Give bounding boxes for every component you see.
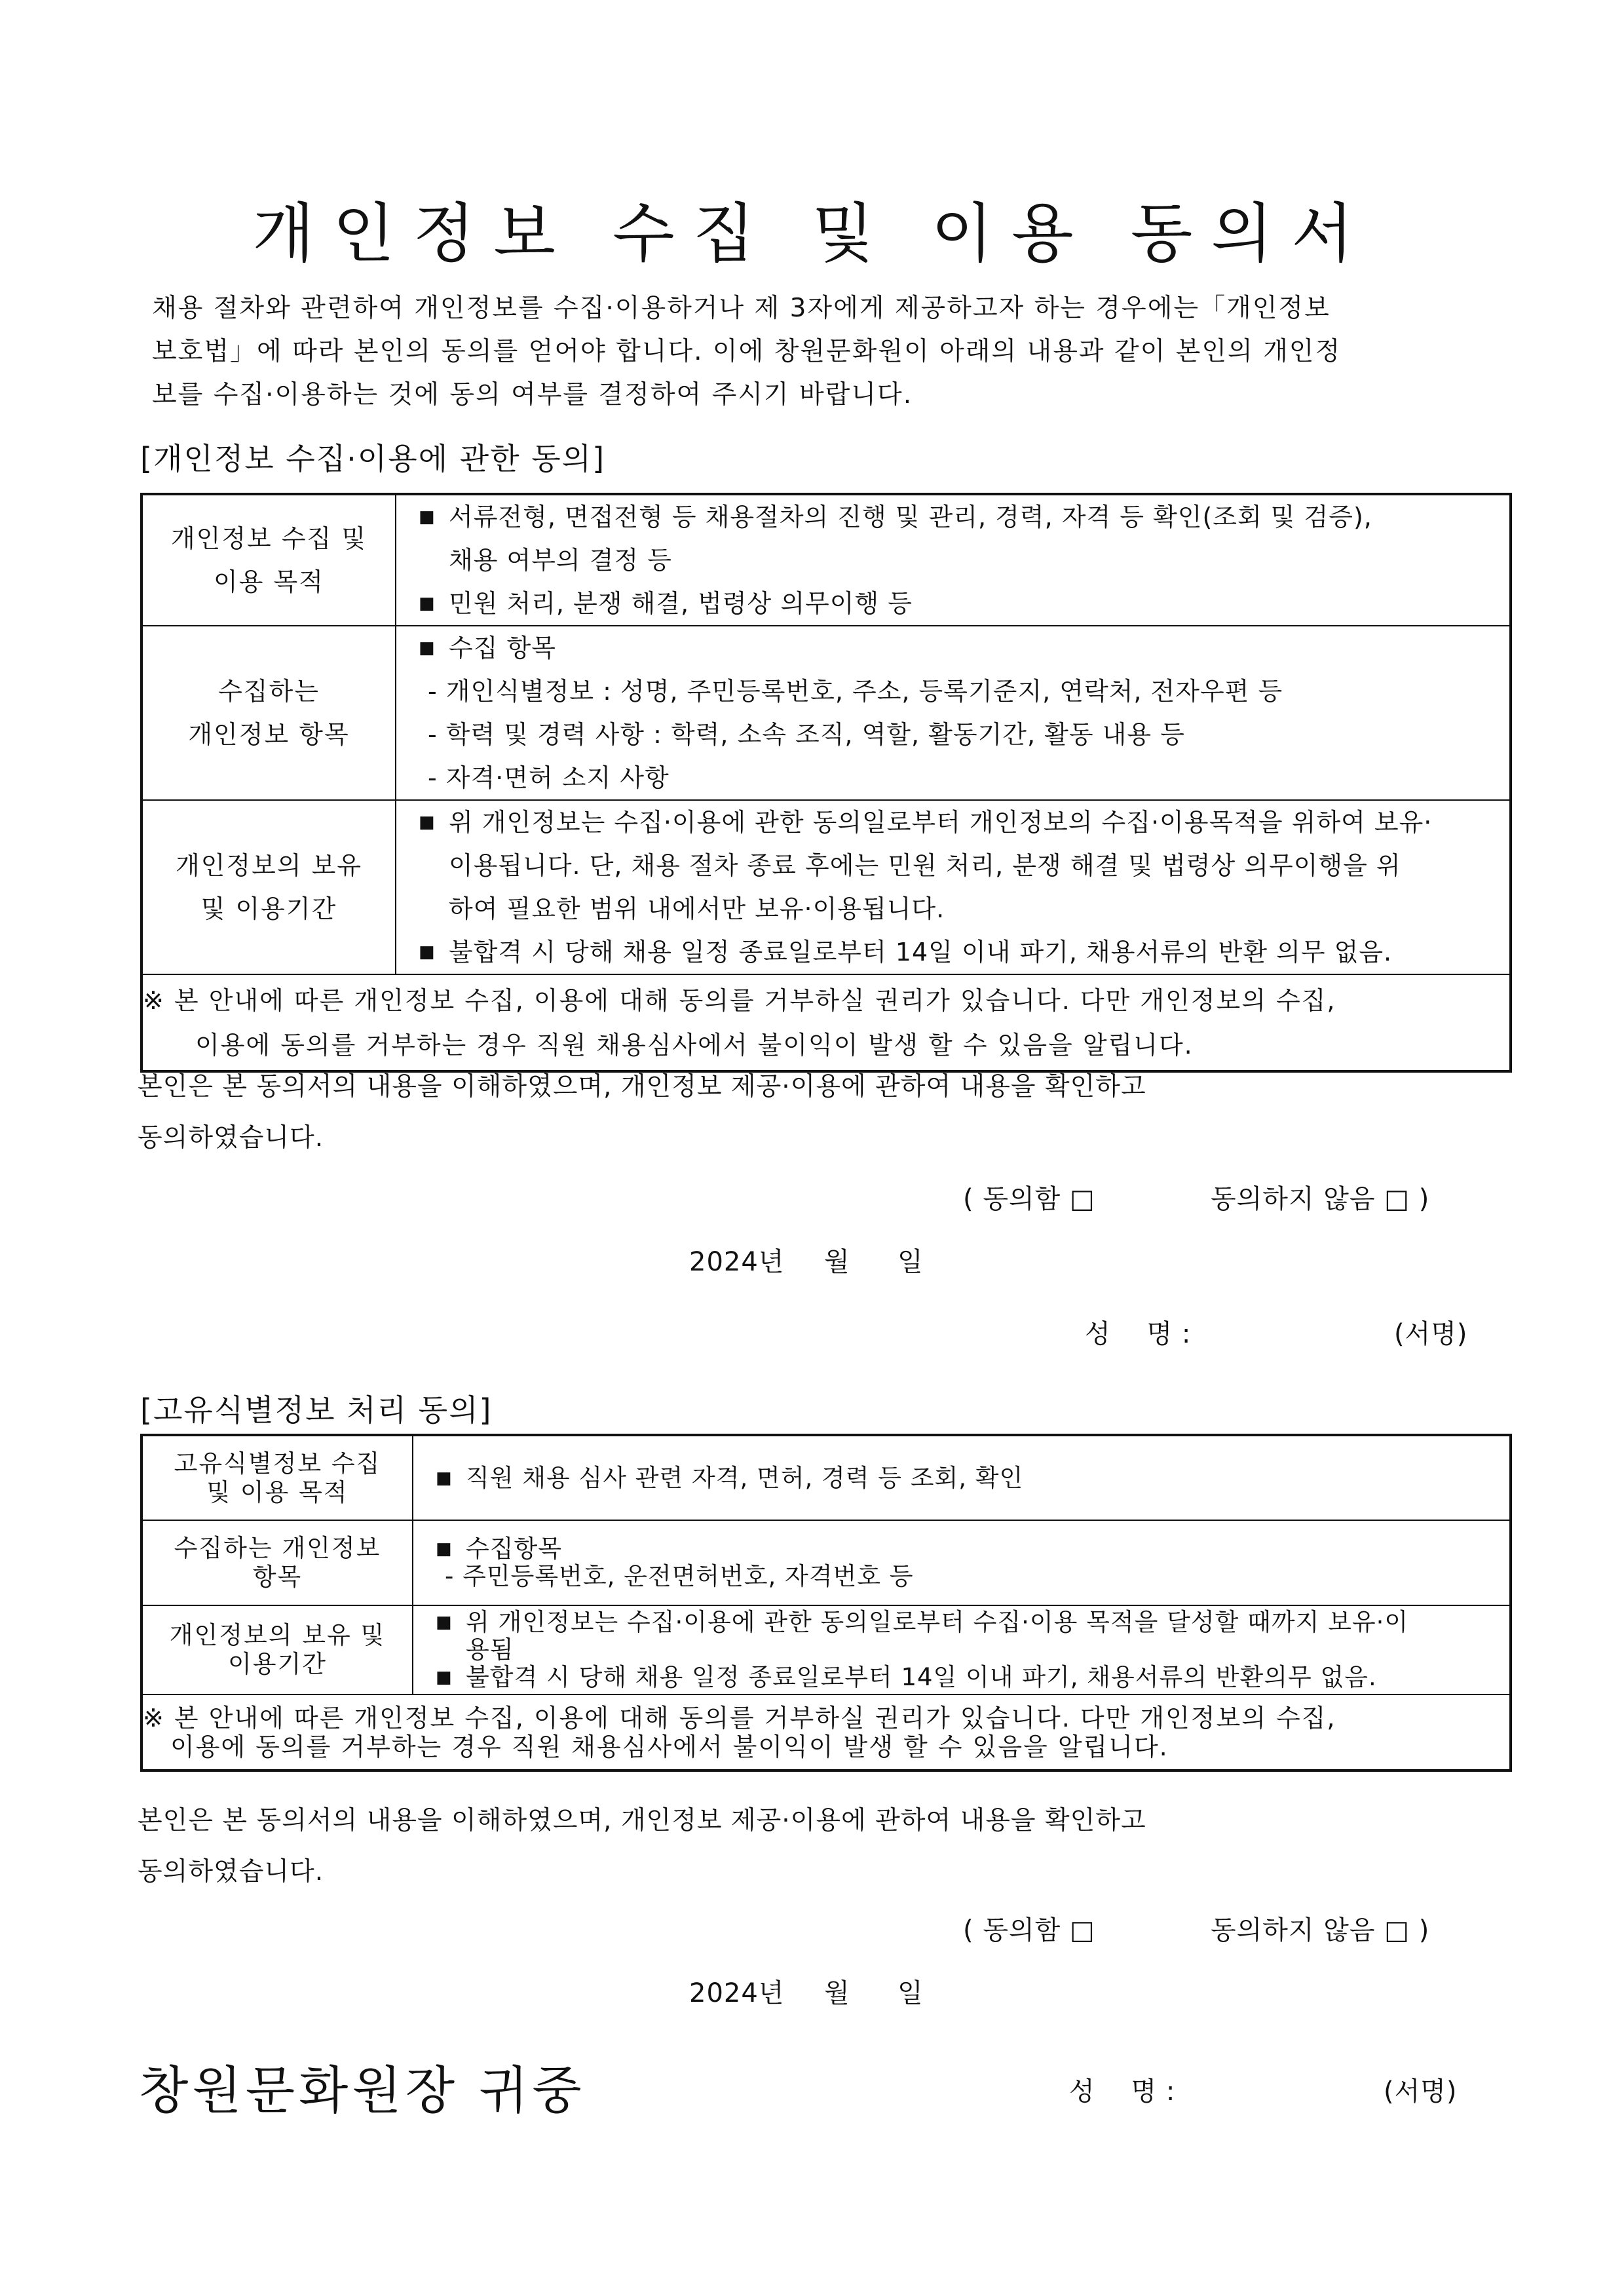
row-label: 수집하는 개인정보 항목 — [142, 626, 396, 800]
bullet-icon: ■ — [419, 594, 436, 613]
bullet-icon: ■ — [419, 813, 436, 832]
section1-heading: [개인정보 수집·이용에 관한 동의] — [140, 441, 606, 476]
notice-row — [142, 974, 1511, 1071]
disagree-checkbox[interactable]: 동의하지 않음 □ ) — [1211, 1915, 1430, 1945]
section2-heading: [고유식별정보 처리 동의] — [140, 1392, 493, 1428]
signature-label: 성 명 : — [1069, 2076, 1176, 2107]
row-label: 개인정보의 보유 및 이용기간 — [142, 800, 396, 974]
document-title: 개인정보 수집 및 이용 동의서 — [252, 197, 1372, 271]
signature-label: 성 명 : — [1085, 1319, 1192, 1349]
date-month: 월 — [824, 1978, 850, 2008]
row-label: 개인정보 수집 및 이용 목적 — [142, 494, 396, 626]
row-content: ■ 수집항목 - 주민등록번호, 운전면허번호, 자격번호 등 — [413, 1520, 1511, 1605]
bullet-icon: ■ — [419, 638, 436, 658]
intro-line: 보호법」에 따라 본인의 동의를 얻어야 합니다. 이에 창원문화원이 아래의 내용과 같이 본인의 개인정 — [152, 337, 1342, 366]
row-label: 개인정보의 보유 및 이용기간 — [142, 1605, 413, 1694]
row-content: ■ 서류전형, 면접전형 등 채용절차의 진행 및 관리, 경력, 자격 등 확인(조회 및 검증), 채용 여부의 결정 등 ■ 민원 처리, 분쟁 해결, 법령상 의무이행 등 — [396, 494, 1511, 626]
bullet-icon: ■ — [436, 1613, 453, 1632]
row-label: 고유식별정보 수집 및 이용 목적 — [142, 1435, 413, 1520]
table-row — [142, 1435, 1511, 1520]
table-row — [142, 626, 1511, 800]
bullet-icon: ■ — [436, 1539, 453, 1559]
recipient: 창원문화원장 귀중 — [139, 2061, 586, 2120]
refusal-notice: ※ 본 안내에 따른 개인정보 수집, 이용에 대해 동의를 거부하실 권리가 있습니다. 다만 개인정보의 수집, 이용에 동의를 거부하는 경우 직원 채용심사에서 불이익이 발생 할 수 있음을 알립니다. — [142, 1694, 1511, 1770]
signature-suffix: (서명) — [1384, 2076, 1458, 2107]
personal-info-consent-table — [140, 493, 1512, 1073]
row-content: ■ 위 개인정보는 수집·이용에 관한 동의일로부터 수집·이용 목적을 달성할 때까지 보유·이 용됨 ■ 불합격 시 당해 채용 일정 종료일로부터 14일 이내 파기, 채용서류의 반환의무 없음. — [413, 1605, 1511, 1694]
table-row — [142, 800, 1511, 974]
date-year: 2024년 — [689, 1978, 785, 2008]
intro-paragraph — [152, 287, 1495, 417]
row-content: ■ 직원 채용 심사 관련 자격, 면허, 경력 등 조회, 확인 — [413, 1435, 1511, 1520]
row-content: ■ 위 개인정보는 수집·이용에 관한 동의일로부터 개인정보의 수집·이용목적을 위하여 보유· 이용됩니다. 단, 채용 절차 종료 후에는 민원 처리, 분쟁 해결 및 법령상 의무이행을 위 하여 필요한 범위 내에서만 보유·이용됩니다. ■ 불합격 시 당해 채용 일정 종료일로부터 14일 이내 파기, 채용서류의 반환 의무 없음. — [396, 800, 1511, 974]
intro-line: 보를 수집·이용하는 것에 동의 여부를 결정하여 주시기 바랍니다. — [152, 380, 913, 410]
table-row — [142, 494, 1511, 626]
agree-checkbox[interactable]: ( 동의함 □ — [963, 1915, 1095, 1945]
refusal-notice: ※ 본 안내에 따른 개인정보 수집, 이용에 대해 동의를 거부하실 권리가 있습니다. 다만 개인정보의 수집, 이용에 동의를 거부하는 경우 직원 채용심사에서 불이익이 발생 할 수 있음을 알립니다. — [142, 974, 1511, 1071]
date-month: 월 — [824, 1247, 850, 1277]
signature-suffix: (서명) — [1394, 1319, 1468, 1349]
consent-statement: 본인은 본 동의서의 내용을 이해하였으며, 개인정보 제공·이용에 관하여 내용을 확인하고 동의하였습니다. — [138, 1072, 1146, 1153]
bullet-icon: ■ — [419, 942, 436, 962]
agree-checkbox[interactable]: ( 동의함 □ — [963, 1184, 1095, 1214]
row-content: ■ 수집 항목 - 개인식별정보 : 성명, 주민등록번호, 주소, 등록기준지, 연락처, 전자우편 등 - 학력 및 경력 사항 : 학력, 소속 조직, 역할, 활동기간, 활동 내용 등 - 자격·면허 소지 사항 — [396, 626, 1511, 800]
consent-statement: 본인은 본 동의서의 내용을 이해하였으며, 개인정보 제공·이용에 관하여 내용을 확인하고 동의하였습니다. — [138, 1806, 1146, 1886]
date-year: 2024년 — [689, 1247, 785, 1277]
bullet-icon: ■ — [436, 1468, 453, 1488]
row-label: 수집하는 개인정보 항목 — [142, 1520, 413, 1605]
bullet-icon: ■ — [436, 1668, 453, 1687]
table-row — [142, 1520, 1511, 1605]
date-day: 일 — [897, 1247, 924, 1277]
table-row — [142, 1605, 1511, 1694]
date-day: 일 — [897, 1978, 924, 2008]
notice-row — [142, 1694, 1511, 1770]
unique-id-consent-table — [140, 1434, 1512, 1772]
disagree-checkbox[interactable]: 동의하지 않음 □ ) — [1211, 1184, 1430, 1214]
intro-line: 채용 절차와 관련하여 개인정보를 수집·이용하거나 제 3자에게 제공하고자 하는 경우에는「개인정보 — [152, 294, 1331, 323]
bullet-icon: ■ — [419, 507, 436, 527]
